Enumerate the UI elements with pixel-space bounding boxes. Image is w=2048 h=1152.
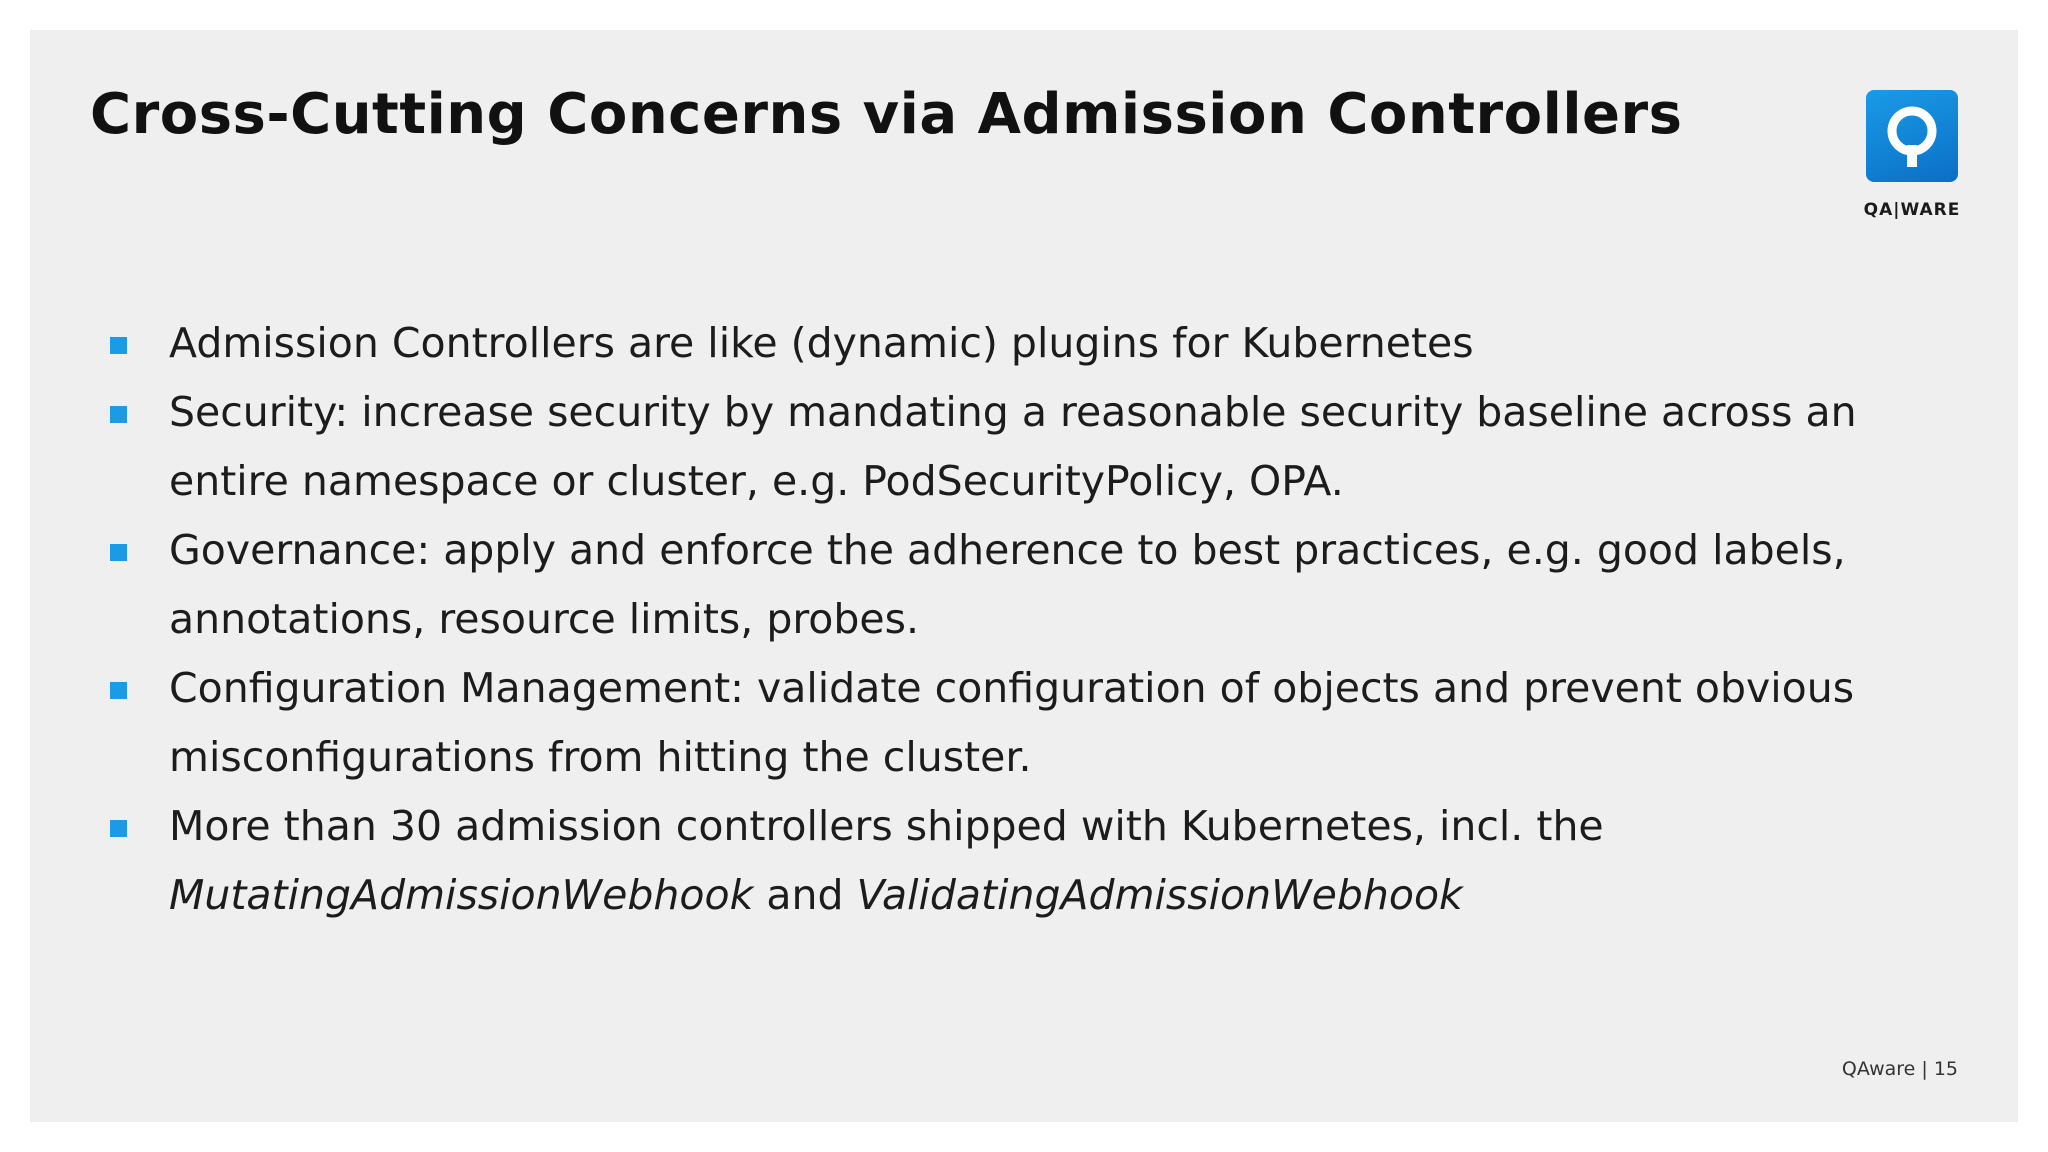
bullet-item xyxy=(30,516,2018,654)
bullet-list xyxy=(30,309,2018,930)
bullet-item xyxy=(30,309,2018,378)
slide-title: Cross-Cutting Concerns via Admission Controllers xyxy=(90,82,1683,147)
slide xyxy=(30,30,2018,1122)
qaware-q-icon xyxy=(1866,90,1958,182)
bullet-text: Admission Controllers are like (dynamic) plugins for Kubernetes xyxy=(169,319,1474,367)
validating-webhook-term: ValidatingAdmissionWebhook xyxy=(856,871,1463,919)
square-bullet-icon xyxy=(110,406,127,423)
mutating-webhook-term: MutatingAdmissionWebhook xyxy=(169,871,754,919)
bullet-text: More than 30 admission controllers shipped with Kubernetes, incl. the xyxy=(169,802,1604,850)
bullet-text: Security: increase security by mandating a reasonable security baseline across an entire namespace or cluster, e.g. PodSecurityPolicy, OPA. xyxy=(169,388,1857,505)
square-bullet-icon xyxy=(110,337,127,354)
bullet-item xyxy=(30,792,2018,930)
bullet-text: Configuration Management: validate configuration of objects and prevent obvious misconfigurations from hitting the cluster. xyxy=(169,664,1855,781)
page-footer: QAware | 15 xyxy=(1841,1058,1958,1080)
bullet-text-and: and xyxy=(766,871,844,919)
logo-wordmark: QA|WARE xyxy=(1863,200,1961,220)
square-bullet-icon xyxy=(110,544,127,561)
square-bullet-icon xyxy=(110,682,127,699)
bullet-item xyxy=(30,378,2018,516)
square-bullet-icon xyxy=(110,820,127,837)
bullet-item xyxy=(30,654,2018,792)
bullet-text: Governance: apply and enforce the adherence to best practices, e.g. good labels, annotations, resource limits, probes. xyxy=(169,526,1846,643)
